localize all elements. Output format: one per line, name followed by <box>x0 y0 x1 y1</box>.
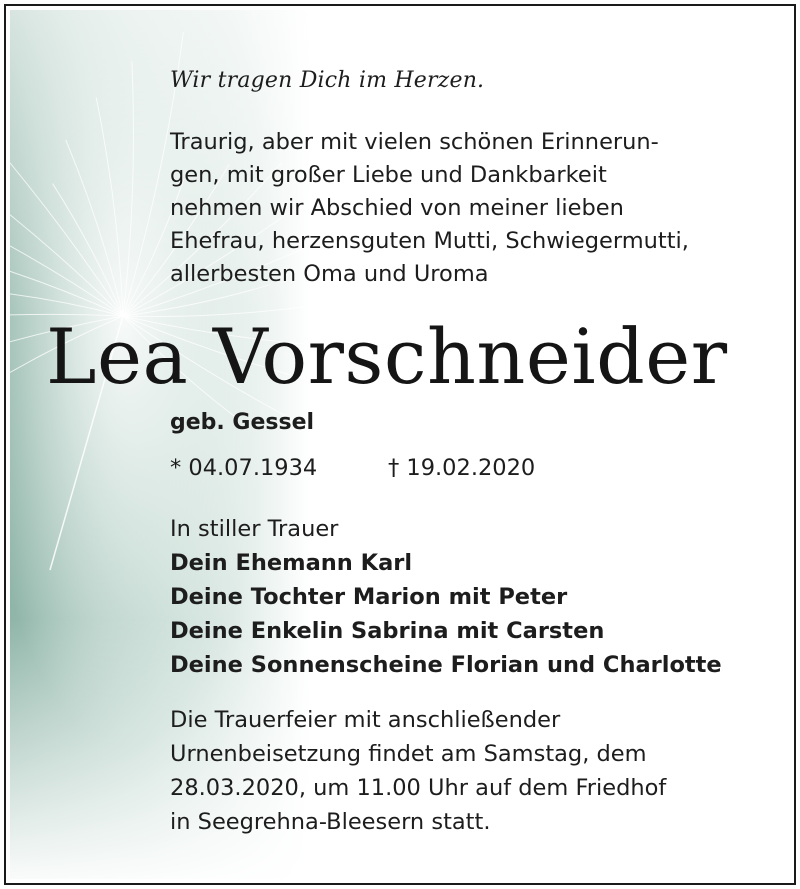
life-dates <box>170 455 536 481</box>
intro-text <box>170 126 770 291</box>
mourner-name: Deine Enkelin Sabrina mit Carsten <box>170 618 605 644</box>
birth-date: * 04.07.1934 <box>170 455 318 481</box>
service-line: Die Trauerfeier mit anschließender <box>170 707 561 733</box>
intro-line: nehmen wir Abschied von meiner lieben <box>170 195 624 221</box>
birth-name: geb. Gessel <box>170 410 315 435</box>
service-line: 28.03.2020, um 11.00 Uhr auf dem Friedhof <box>170 775 667 801</box>
intro-line: Ehefrau, herzensguten Mutti, Schwiegermutti, <box>170 228 689 254</box>
service-info <box>170 703 666 839</box>
service-line: Urnenbeisetzung findet am Samstag, dem <box>170 741 647 767</box>
motto-line: Wir tragen Dich im Herzen. <box>170 68 485 93</box>
mourner-name: Dein Ehemann Karl <box>170 550 413 576</box>
intro-line: gen, mit großer Liebe und Dankbarkeit <box>170 162 607 188</box>
service-line: in Seegrehna-Bleesern statt. <box>170 809 491 835</box>
deceased-name: Lea Vorschneider <box>46 312 728 401</box>
intro-line: allerbesten Oma und Uroma <box>170 261 489 287</box>
death-date: † 19.02.2020 <box>388 455 536 481</box>
intro-line: Traurig, aber mit vielen schönen Erinnerun- <box>170 129 659 155</box>
mourners-block <box>170 512 722 682</box>
mourner-name: Deine Sonnenscheine Florian und Charlotte <box>170 652 722 678</box>
mourners-intro: In stiller Trauer <box>170 516 339 542</box>
mourner-name: Deine Tochter Marion mit Peter <box>170 584 568 610</box>
